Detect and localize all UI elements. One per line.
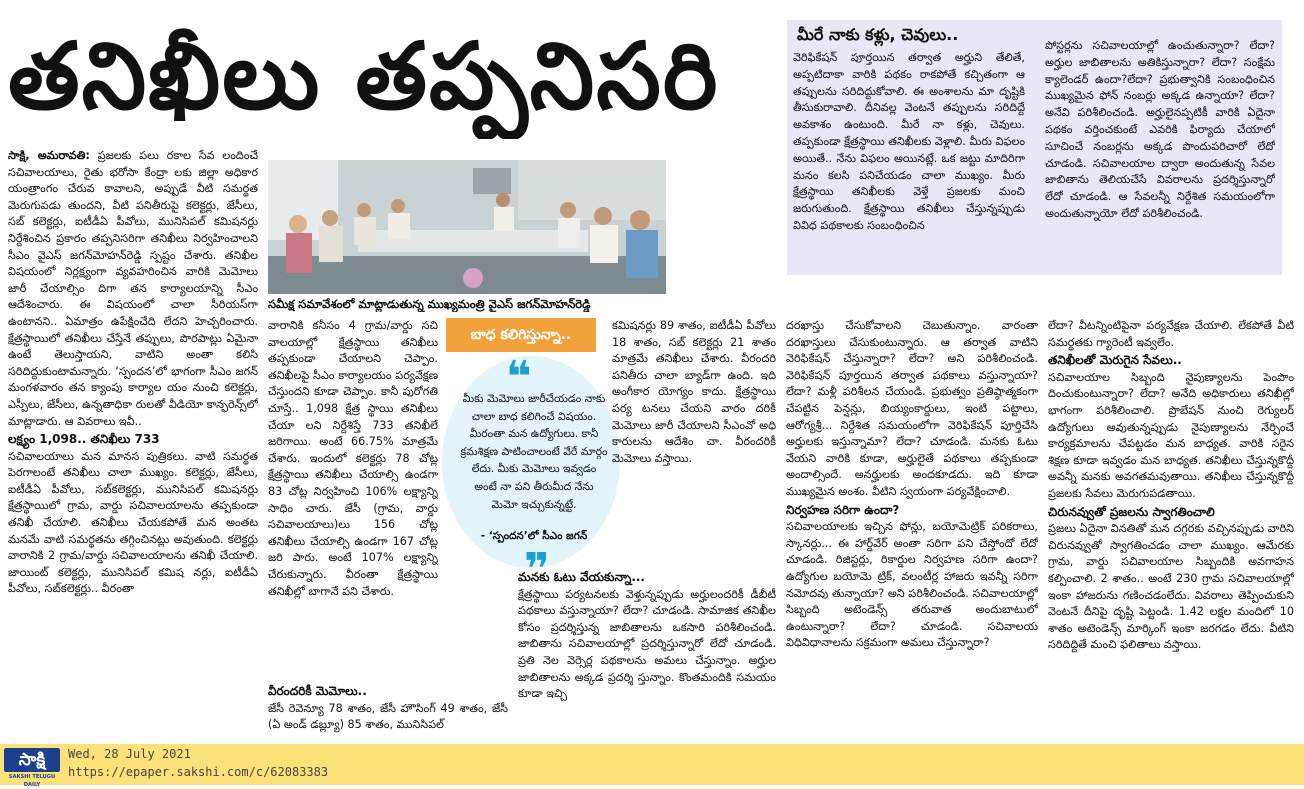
meeting-photo-illustration bbox=[268, 160, 666, 294]
sidebar-right-text: పోస్టర్లను సచివాలయాల్లో ఉంచుతున్నారా? లేదా? అర్హుల జాబితాలను అతికిస్తున్నారా? లేదా? సంక్షేమ క్యాలెండర్ ఉందా?లేదా? ప్రభుత్వానికి సంబంధించిన ముఖ్యమైన ఫోన్ నంబర్లు అక్కడ ఉన్నాయా? లేదా? అనేవి పరిశీలించండి. అర్హులైనప్పటికీ వారికి ఏదైనా పథకం వర్తించకుంటే ఎవరికి ఫిర్యాదు చేయాలో సూచించే నంబర్లను అక్కడ పొందుపరిచారో లేదో చూడండి. సచివాలయాల ద్వారా అందుతున్న సేవల జాబితాను తెలియచేసే వివరాలను ప్రదర్శిస్తున్నారో లేదో చూడండి. ఆ సేవలన్నీ నిర్దేశిత సమయంలోగా అందుతున్నాయో లేదో పరిశీలించండి. bbox=[1045, 39, 1275, 220]
sidebar-box bbox=[787, 20, 1282, 275]
article-column-5 bbox=[1048, 318, 1294, 740]
headline: తనిఖీలు తప్పనిసరి bbox=[8, 23, 720, 130]
col1-para-1: ప్రజలకు పలు రకాల సేవ లందించే సచివాలయాలు, రైతు భరోసా కేంద్రా లకు జిల్లా అధికార యంత్రాంగం చేరువ కావాలని, అప్పుడే వీటి సమర్థత మెరుగుపడు తుందని, వీటి పనితీరుపై కలెక్టర్లు, జేసీలు, సబ్ కలెక్టర్లు, ఐటీడీఏ పీవోలు, మునిసిపల్ కమిషనర్లు నిర్దేశించిన ప్రకారం తప్పనిసరిగా తనిఖీలు నిర్వహించాలని సీఎం వైఎస్ జగన్‌మోహన్‌రెడ్డి స్పష్టం చేశారు. తనిఖీల విషయంలో నిర్లక్ష్యంగా వ్యవహరించిన వారికి మెమోలు జారీ చేయాల్సిం దిగా తన కార్యాలయాన్ని సీఎం ఆదేశించారు. ఈ విషయంలో చాలా సీరియస్‌గా ఉంటానని.. ఏమాత్రం ఉపేక్షించేది లేదని హెచ్చరించారు. క్షేత్రస్థాయిలో తనిఖీలు చేస్తేనే తప్పులు, పొరపాట్లు ఏమైనా ఉంటే తెలుస్తాయని, వాటిని అంతా కలిసి సరిదిద్దుకుంటామన్నారు. ‘స్పందన’లో భాగంగా సీఎం జగన్ మంగళవారం తన క్యాంపు కార్యాల యం నుంచి కలెక్టర్లు, ఎస్పీలు, జేసీలు, ఉన్నతాధికా రులతో వీడియో కాన్ఫరెన్స్‌లో మాట్లాడారు. ఆ వివరాలు ఇవీ.. bbox=[8, 149, 258, 428]
col1-para-2: సచివాలయాలు మన మానస పుత్రికలు. వాటి సమర్థత పెరగాలంటే తనిఖీలు చాలా ముఖ్యం. కలెక్టర్లు, జేసీలు, ఐటీడీఏ పీవోలు, సబ్‌కలెక్టర్లు, మునిసిపల్ కమిషనర్లు క్షేత్రస్థాయిలో గ్రామ, వార్డు సచివాలయాలను తప్పకుండా తనిఖీ చేయాలి. తనిఖీలు చేయకపోతే మన అంతట మనమే వాటి సమర్థతను తగ్గించినట్లు అవుతుంది. కలెక్టర్లు వారానికి 2 గ్రామ/వార్డు సచివాలయాలను తనిఖీ చేయాలి. జాయింట్ కలెక్టర్లు, మునిసిపల్ కమిష నర్లు, ఐటీడీఏ పీవోలు, సబ్‌కలెక్టర్లు.. వీరంతా bbox=[8, 449, 258, 596]
pull-quote-attribution: - ‘స్పందన’లో సీఎం జగన్ bbox=[480, 530, 588, 542]
article-column-2 bbox=[268, 318, 438, 690]
photo-caption: సమీక్ష సమావేశంలో మాట్లాడుతున్న ముఖ్యమంత్రి వైఎస్ జగన్‌మోహన్‌రెడ్డి bbox=[268, 297, 591, 311]
dateline: సాక్షి, అమరావతి: bbox=[8, 149, 90, 162]
subheading-maintenance: నిర్వహణ సరిగా ఉందా? bbox=[786, 502, 900, 517]
close-quote-icon: ❞ bbox=[524, 544, 550, 595]
sakshi-logo[interactable] bbox=[4, 748, 60, 788]
subheading-smile: చిరునవ్వుతో ప్రజలను స్వాగతించాలి bbox=[1048, 504, 1215, 519]
epaper-url-link[interactable]: https://epaper.sakshi.com/c/62083383 bbox=[68, 765, 329, 779]
article-column-1 bbox=[8, 148, 258, 740]
article-column-3 bbox=[612, 318, 776, 568]
subheading-better-services: తనిఖీలతో మెరుగైన సేవలు.. bbox=[1048, 353, 1182, 368]
sidebar-left-text: వెరిఫికేషన్ పూర్తయిన తర్వాత అర్హుని తేలితే, అప్పటిదాకా వారికి పథకం రాకపోతే కచ్చితంగా ఆ తప్పులను సరిదిద్దుకోవాలి. ఈ అంశాలను మా దృష్టికి తీసుకురావాలి. దీనివల్ల వెంటనే తప్పులను సరిదిద్దే అవకాశం ఉంటుంది. మీరే నా కళ్లు, చెవులు. తప్పకుండా క్షేత్రస్థాయి తనిఖీలకు వెళ్లాలి. మీరు విఫలం అయితే.. నేను విఫలం అయినట్లే. ఒక జట్టు మాదిరిగా మనం కలసి పనిచేయడం చాలా ముఖ్యం. మీరు క్షేత్రస్థాయి తనిఖీలకు వెళ్తే ప్రజలకు మంచి జరుగుతుంది. క్షేత్రస్థాయి తనిఖీలు చేస్తున్నప్పుడు వివిధ పథకాలకు సంబంధించిన bbox=[793, 51, 1025, 232]
open-quote-icon: ❝ bbox=[506, 352, 532, 403]
logo-wordmark: సాక్షి bbox=[4, 748, 60, 772]
col3-para-1: కమిషనర్లు 89 శాతం, ఐటీడీఏ పీవోలు 18 శాతం, సబ్ కలెక్టర్లు 21 శాతం మాత్రమే తనిఖీలు చేశారు. వీరందరి పనితీరు చాలా బ్యాడ్‌గా ఉంది. ఇది అంగీకార యోగ్యం కాదు. క్షేత్రస్థాయి పర్య టనలు చేయని వారం దరికీ మెమోలు జారీ చేయాలని సీఎంవో అధి కారులను ఆదేశిం చా. వీరందరికీ మెమోలు వస్తాయి. bbox=[612, 319, 776, 465]
col5-para-1: లేదా? వీటన్నింటిపైనా పర్యవేక్షణ చేయాలి. లేకపోతే వీటి సమర్థతకు గ్యారెంటీ ఇవ్వలేం. bbox=[1048, 319, 1294, 349]
article-column-3-bottom bbox=[518, 568, 776, 740]
logo-subtitle: SAKSHI TELUGU DAILY bbox=[8, 774, 56, 788]
col4-para-1: దరఖాస్తు చేసుకోవాలని చెబుతున్నాం. వారంతా దరఖాస్తులు చేసుకుంటున్నారు. ఆ తర్వాత వాటిని వెరిఫికేషన్ చేస్తున్నారా? లేదా? అని పరిశీలించండి. వెరిఫికేషన్ పూర్తయిన తర్వాత పథకాలు వస్తున్నాయా? లేదా? మళ్లీ పరిశీలన చేయండి. ప్రభుత్వం ప్రతిష్ఠాత్మకంగా చేపట్టిన పెన్షన్లు, బియ్యంకార్డులు, ఇంటి పట్టాలు, ఆరోగ్యశ్రీ... నిర్దేశిత సమయంలోగా వెరిఫికేషన్ పూర్తిచేసి అర్హులకు ఇస్తున్నామా? లేదా? చూడండి. మనకు ఓటు వేయని వారికి కూడా, అర్హులైతే పథకాలు తప్పకుండా అందాల్సిందే. అనర్హులకు అందకూడదు. ఇది కూడా ముఖ్యమైన అంశం. వీటిని స్వయంగా పర్యవేక్షించాలి. bbox=[786, 319, 1038, 498]
subheading-target: లక్ష్యం 1,098.. తనిఖీలు 733 bbox=[8, 432, 160, 447]
col5-para-3: ప్రజలు ఏదైనా వినతితో మన దగ్గరకు వచ్చినప్పుడు వారిని చిరునవ్వుతో స్వాగతించడం చాలా ముఖ్యం. ఆమేరకు గ్రామ, వార్డు సచివాలయాల సిబ్బందికి అవగాహన కల్పించాలి. 2 శాతం.. అంటే 230 గ్రామ సచివాలయాల్లో ఇంకా హాజరును గణించడంలేదు. వివరాలు తెప్పించుకుని వెంటనే దీనిపై దృష్టి పెట్టండి. 1.42 లక్షల మందిలో 10 శాతం అటెండెన్స్ మార్కింగ్ ఇంకా జరగడం లేదు. వీటిని సరిదిద్దితే మంచి ఫలితాలు వస్తాయి. bbox=[1048, 522, 1294, 652]
subheading-memos: వీరందరికీ మెమోలు.. bbox=[268, 684, 367, 698]
footer-bar bbox=[0, 744, 1304, 788]
col2-para-2: జేసీ రెవెన్యూ 78 శాతం, జేసీ హౌసింగ్ 49 శాతం, జేసీ (ఏ అండ్ డబ్ల్యూ) 85 శాతం, మునిసిపల్ bbox=[268, 701, 508, 732]
col4-para-2: సచివాలయాలకు ఇచ్చిన ఫోన్లు, బయోమెట్రిక్ పరికరాలు, స్కానర్లు... ఈ హార్డ్‌వేర్ అంతా సరిగా పని చేస్తోందో లేదో చూడండి. రిజిస్టర్లు, రికార్డుల నిర్వహణ సరిగా ఉందా? ఉద్యోగుల బయోమె ట్రిక్, వలంటీర్ల హాజరు ఇవన్నీ సరిగా నమోదవు తున్నాయా? అని పరిశీలించండి. సచివాలయాల్లో సిబ్బంది అటెండెన్స్ తరువాత అందుబాటులో ఉంటున్నారా? లేదా? చూడండి. సచివాలయ విధివిధానాలను సక్రమంగా అమలు చేస్తున్నారా? bbox=[786, 520, 1038, 650]
subheading-vote: మనకు ఓటు వేయకున్నా... bbox=[518, 570, 645, 584]
pull-quote-banner: బాధ కలిగిస్తున్నా.. bbox=[446, 318, 596, 352]
edition-date: Wed, 28 July 2021 bbox=[68, 747, 191, 761]
article-column-4 bbox=[786, 318, 1038, 740]
col3-para-2: క్షేత్రస్థాయి పర్యటనలకు వెళ్తున్నప్పుడు అర్హులందరికీ డీబీటీ పథకాలు వస్తున్నాయా? లేదా? చూడండి. సామాజిక తనిఖీల కోసం ప్రదర్శిస్తున్న జాబితాలను ఒకసారి పరిశీలించండి. జాబితాను సచివాలయాల్లో ప్రదర్శిస్తున్నారో లేదో చూడండి. ప్రతి నెల వెర్సెర్ల పథకాలను అమలు చేస్తున్నాం. అర్హుల జాబితాలను అక్కడ ప్రదర్శి స్తున్నాం. కొంతమందికి సమయం కూడా ఇచ్చి bbox=[518, 587, 776, 701]
col5-para-2: సచివాలయాల సిబ్బంది నైపుణ్యాలను పెంపొం దించుకుంటున్నారా? లేదా? అనేది అధికారులు తనిఖీల్లో భాగంగా పరిశీలించాలి. ప్రొబేషన్ నుంచి రెగ్యులర్ ఉద్యోగులు అవుతున్నప్పుడు నైపుణ్యాలను నేర్పించే కార్యక్రమాలను చేపట్టడం మన బాధ్యత. వారికి సరైన శిక్షణ కూడా ఇవ్వడం మన బాధ్యత. తనిఖీలు చేస్తున్నకొద్దీ అవన్నీ మనకు అవగతమవుతాయి. తనిఖీలు చేస్తున్నకొద్దీ ప్రజలకు సేవలు మెరుగుపడతాయి. bbox=[1048, 370, 1294, 500]
meeting-photo bbox=[268, 160, 666, 294]
pull-quote-text: మీకు మెమోలు జారీచేయడం నాకు చాలా బాధ కలిగించే విషయం. మీరంతా మన ఉద్యోగులు. కానీ క్రమశిక్షణ పాటించాలంటే వేరే మార్గం లేదు. మీకు మెమోలు ఇవ్వడం అంటే నా పని తీరుమీద నేను మెమో ఇచ్చుకున్నట్టే. bbox=[460, 392, 608, 511]
sidebar-title: మీరే నాకు కళ్లు, చెవులు.. bbox=[797, 25, 959, 44]
article-column-2-bottom bbox=[268, 682, 508, 740]
col2-para-1: వారానికి కనీసం 4 గ్రామ/వార్డు సచి వాలయాల్లో క్షేత్రస్థాయి తనిఖీలు తప్పకుండా చేయాలని చెప్పాం. తనిఖీలపై సీఎం కార్యాలయం పర్యవేక్షణ చేస్తుందని కూడా చెప్పాం. కానీ పురోగతి చూస్తే.. 1,098 క్షేత్ర స్థాయి తనిఖీలు చేయా లని నిర్దేశిస్తే 733 తనిఖీలే జరిగాయి. అంటే 66.75% మాత్రమే చేశారు. ఇందులో కలెక్టర్లు 78 చోట్ల క్షేత్రస్థాయి తనిఖీలు చేయాల్సి ఉండగా 83 చోట్ల నిర్వహించి 106% లక్ష్యాన్ని సాధిం చారు. జేసీ (గ్రామ, వార్డు సచివాలయాలు)లు 156 చోట్ల తనిఖీలు చేయాల్సి ఉండగా 167 చోట్ల జరి పారు. అంటే 107% లక్ష్యాన్ని చేరుకున్నారు. వీరంతా క్షేత్రస్థాయి తనిఖీల్లో బాగానే పని చేశారు. bbox=[268, 319, 438, 598]
